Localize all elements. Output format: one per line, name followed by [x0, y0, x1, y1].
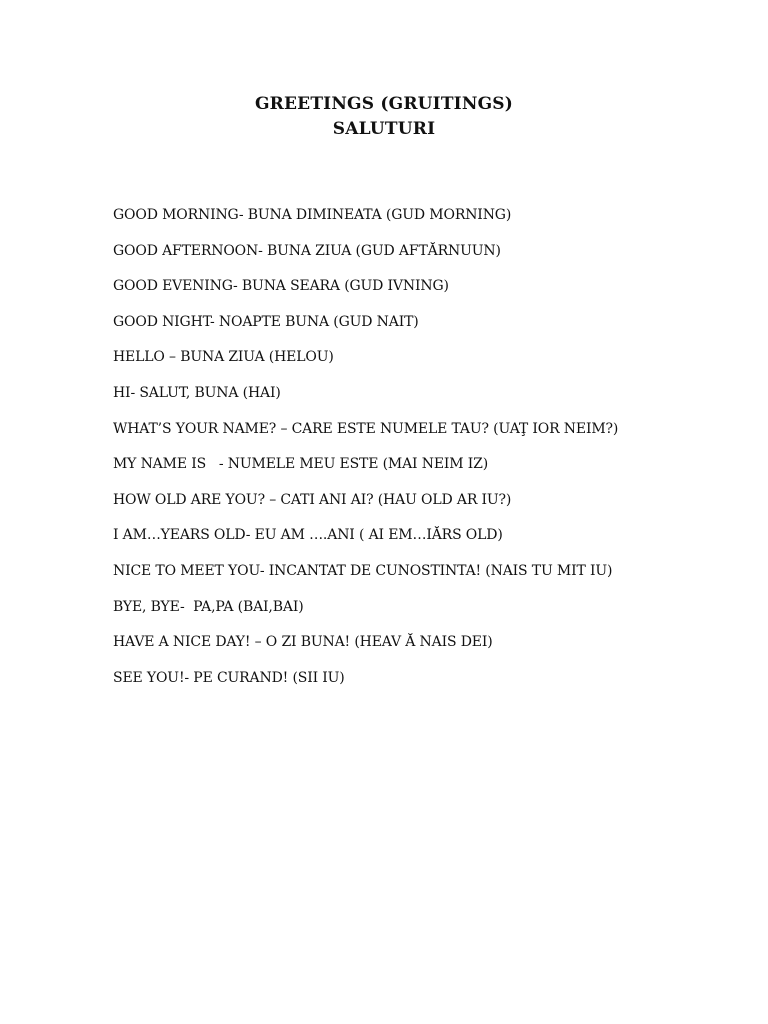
phrase-good-evening: GOOD EVENING- BUNA SEARA (GUD IVNING)	[113, 278, 449, 295]
title-block	[0, 92, 768, 142]
phrase-hi: HI- SALUT, BUNA (HAI)	[113, 384, 281, 401]
phrase-hello: HELLO – BUNA ZIUA (HELOU)	[113, 349, 334, 366]
page-title: GREETINGS (GRUITINGS)	[254, 94, 514, 114]
phrase-good-night: GOOD NIGHT- NOAPTE BUNA (GUD NAIT)	[113, 313, 419, 330]
phrase-my-name-is: MY NAME IS - NUMELE MEU ESTE (MAI NEIM IZ)	[113, 456, 489, 473]
phrase-list	[113, 204, 618, 702]
page-subtitle: SALUTURI	[332, 119, 436, 139]
phrase-have-a-nice-day: HAVE A NICE DAY! – O ZI BUNA! (HEAV Ă NAIS DEI)	[113, 634, 493, 651]
phrase-good-morning: GOOD MORNING- BUNA DIMINEATA (GUD MORNING)	[113, 207, 512, 223]
phrase-see-you: SEE YOU!- PE CURAND! (SII IU)	[113, 669, 345, 686]
phrase-bye-bye: BYE, BYE- PA,PA (BAI,BAI)	[113, 598, 304, 615]
phrase-good-afternoon: GOOD AFTERNOON- BUNA ZIUA (GUD AFTĂRNUUN)	[113, 242, 501, 259]
phrase-nice-to-meet-you: NICE TO MEET YOU- INCANTAT DE CUNOSTINTA! (NAIS TU MIT IU)	[113, 562, 613, 579]
phrase-how-old-are-you: HOW OLD ARE YOU? – CATI ANI AI? (HAU OLD AR IU?)	[113, 491, 512, 508]
phrase-whats-your-name: WHAT’S YOUR NAME? – CARE ESTE NUMELE TAU? (UAŢ IOR NEIM?)	[113, 420, 619, 437]
phrase-i-am-years-old: I AM…YEARS OLD- EU AM ….ANI ( AI EM…IĂRS OLD)	[113, 527, 503, 544]
